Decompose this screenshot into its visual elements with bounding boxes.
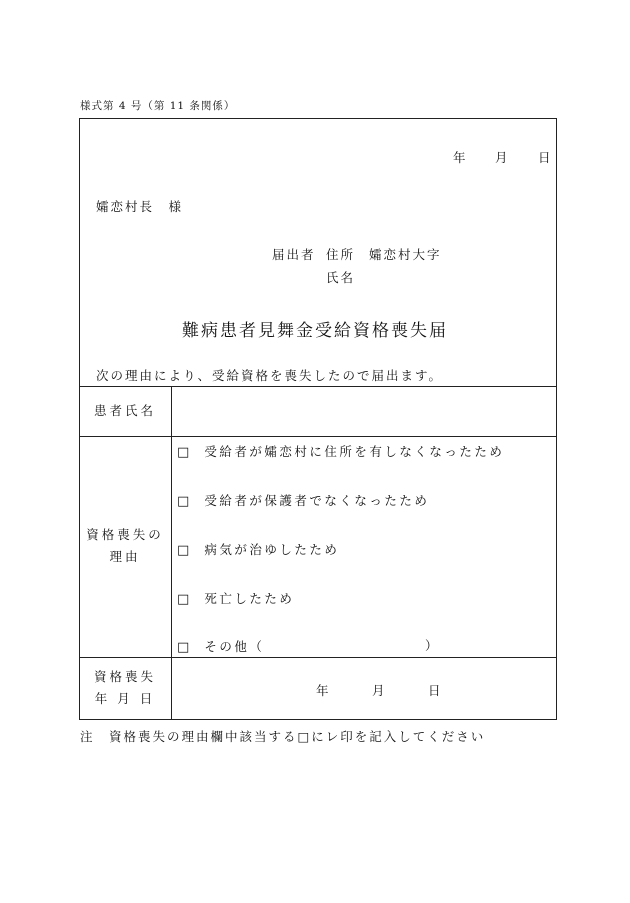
loss-date-month: 月: [372, 683, 387, 698]
loss-date-label-line2: 年 月 日: [94, 691, 156, 706]
loss-date-label-line1: 資格喪失: [93, 669, 156, 684]
intro-text: 次の理由により、受給資格を喪失したので届出ます。: [96, 368, 444, 383]
reason-text: 受給者が孀恋村に住所を有しなくなったため: [204, 444, 505, 459]
date-day-label: 日: [538, 150, 551, 165]
loss-date-label: [79, 666, 171, 710]
other-close-paren: ）: [425, 638, 441, 653]
other-reason-field[interactable]: [268, 634, 424, 652]
address-label: 住所: [326, 247, 356, 262]
checkbox-icon[interactable]: □: [177, 494, 190, 509]
patient-name-field[interactable]: [172, 387, 556, 436]
reason-option[interactable]: [177, 490, 429, 509]
reason-option[interactable]: [177, 588, 294, 607]
address-value: 孀恋村大字: [369, 247, 442, 262]
document-title: 難病患者見舞金受給資格喪失届: [182, 321, 448, 341]
reason-label-line2: 理由: [109, 549, 141, 564]
patient-name-label: 患者氏名: [93, 403, 156, 418]
applicant-label: 届出者: [272, 247, 316, 262]
reason-text: 受給者が保護者でなくなったため: [204, 493, 430, 508]
reason-label: [79, 524, 171, 568]
reason-option[interactable]: [177, 539, 339, 558]
checkbox-icon[interactable]: □: [177, 592, 190, 607]
name-label: 氏名: [326, 270, 356, 285]
reason-text: その他（: [204, 639, 265, 654]
form-number: 様式第 4 号（第 11 条関係）: [80, 100, 236, 112]
loss-date-field[interactable]: [172, 658, 556, 719]
addressee: 孀恋村長 様: [96, 199, 184, 214]
divider-patient: [79, 436, 557, 437]
reason-text: 病気が治ゆしたため: [204, 542, 340, 557]
checkbox-icon[interactable]: □: [177, 640, 190, 655]
reason-option[interactable]: [177, 441, 504, 460]
footnote: 注 資格喪失の理由欄中該当する□にレ印を記入してください: [80, 729, 486, 744]
loss-date-year: 年: [316, 683, 331, 698]
reason-label-line1: 資格喪失の: [86, 527, 164, 542]
checkbox-icon[interactable]: □: [177, 543, 190, 558]
reason-option-other[interactable]: [177, 636, 264, 655]
loss-date-day: 日: [428, 683, 443, 698]
date-year-label: 年: [453, 150, 466, 165]
date-month-label: 月: [495, 150, 508, 165]
checkbox-icon[interactable]: □: [177, 445, 190, 460]
reason-text: 死亡したため: [204, 591, 295, 606]
